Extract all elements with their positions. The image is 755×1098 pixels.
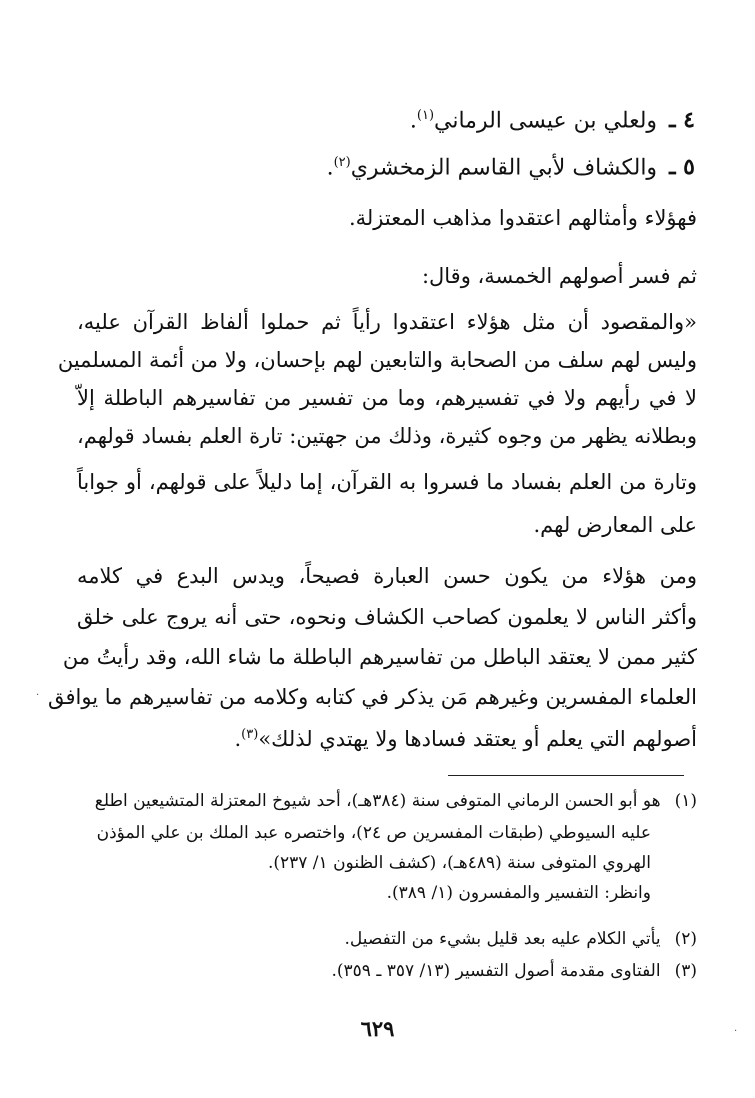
- footnote-line: وانظر: التفسير والمفسرون (١/ ٣٨٩).: [386, 883, 651, 903]
- paragraph-line: ومن هؤلاء من يكون حسن العبارة فصيحاً، ويدس البدع في كلامه: [77, 564, 697, 588]
- paragraph-line: العلماء المفسرين وغيرهم مَن يذكر في كتابه وكلامه من تفاسيرهم ما يوافق: [47, 685, 697, 709]
- list-item-4: ٤ ـولعلي بن عيسى الرماني$^{(١)}$.: [75, 96, 695, 141]
- footnote-line: عليه السيوطي (طبقات المفسرين ص ٢٤)، واختصره عبد الملك بن علي المؤذن: [96, 823, 651, 843]
- footnote-line: الهروي المتوفى سنة (٤٨٩هـ)، (كشف الظنون ١/ ٢٣٧).: [267, 853, 651, 873]
- paragraph-line: أصولهم التي يعلم أو يعتقد فسادها ولا يهتدي لذلك»$^{(٣)}$.: [234, 727, 697, 751]
- scan-speck: ·: [36, 690, 40, 701]
- paragraph-mutazila: فهؤلاء وأمثالهم اعتقدوا مذاهب المعتزلة.: [348, 206, 697, 230]
- list-text: ولعلي بن عيسى الرماني: [434, 108, 658, 134]
- footnote-ref-2[interactable]: (٢): [333, 155, 351, 170]
- footnote-line: (١)هو أبو الحسن الرماني المتوفى سنة (٣٨٤هـ)، أحد شيوخ المعتزلة المتشيعين اطلع: [57, 786, 697, 816]
- footnote-number: (٢): [674, 929, 697, 949]
- scan-speck: ·: [734, 1026, 738, 1037]
- paragraph-line: كثير ممن لا يعتقد الباطل من تفاسيرهم الباطلة ما شاء الله، وقد رأيتُ من: [62, 645, 697, 669]
- footnote-number: (٣): [674, 961, 697, 981]
- paragraph-line: وأكثر الناس لا يعلمون كصاحب الكشاف ونحوه، حتى أنه يروج على خلق: [77, 605, 697, 629]
- quote-line: وتارة من العلم بفساد ما فسروا به القرآن، إما دليلاً على قولهم، أو جواباً: [77, 470, 697, 494]
- list-number: ٤ ـ: [669, 107, 695, 134]
- footnote-2: (٢)يأتي الكلام عليه بعد قليل بشيء من التفصيل.: [57, 924, 697, 954]
- quote-line: وبطلانه يظهر من وجوه كثيرة، وذلك من جهتين: تارة العلم بفساد قولهم،: [77, 424, 697, 448]
- footnote-number: (١): [674, 791, 697, 811]
- footnote-ref-1[interactable]: (١): [416, 108, 435, 123]
- page-number: ٦٢٩: [360, 1016, 395, 1041]
- paragraph-intro-quote: ثم فسر أصولهم الخمسة، وقال:: [421, 264, 697, 288]
- list-item-5: ٥ ـوالكشاف لأبي القاسم الزمخشري$^{(٢)}$.: [75, 143, 695, 188]
- quote-line: على المعارض لهم.: [533, 513, 697, 537]
- list-text: والكشاف لأبي القاسم الزمخشري: [350, 155, 658, 181]
- footnote-ref-3[interactable]: (٣): [241, 727, 259, 742]
- footnote-3: (٣)الفتاوى مقدمة أصول التفسير (١٣/ ٣٥٧ ـ ٣٥٩).: [57, 956, 697, 986]
- quote-line: لا في رأيهم ولا في تفسيرهم، وما من تفسير من تفاسيرهم الباطلة إلاّ: [77, 386, 697, 410]
- footnote-separator: [448, 775, 684, 776]
- list-number: ٥ ـ: [669, 154, 695, 181]
- quote-line: «والمقصود أن مثل هؤلاء اعتقدوا رأياً ثم حملوا ألفاظ القرآن عليه،: [77, 310, 697, 334]
- quote-line: وليس لهم سلف من الصحابة والتابعين لهم بإحسان، ولا من أئمة المسلمين: [57, 348, 697, 372]
